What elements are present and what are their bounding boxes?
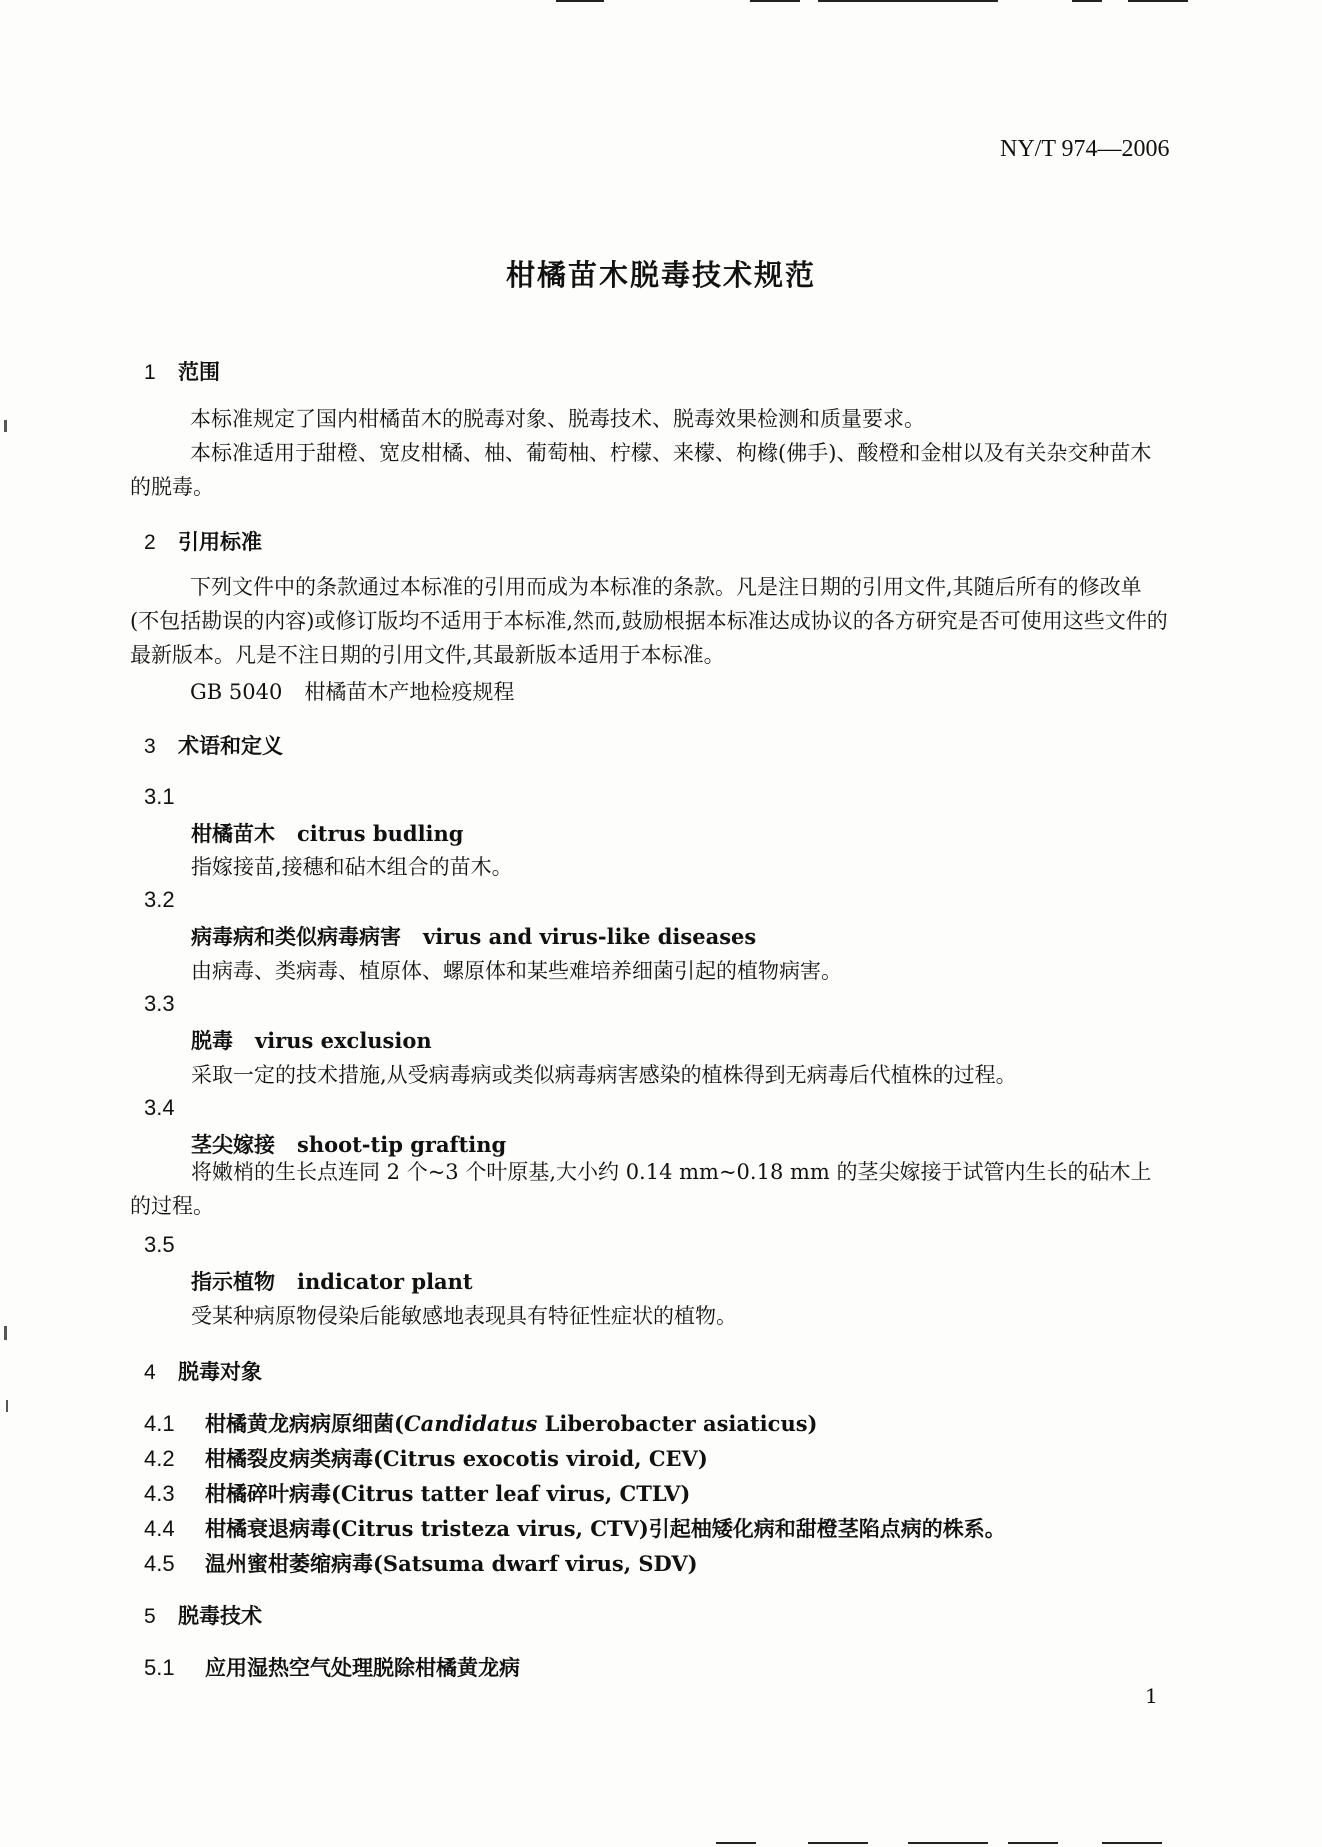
section-number: 4 — [144, 1361, 156, 1384]
scan-edge-mark — [1072, 0, 1102, 2]
section-heading — [144, 526, 262, 556]
term-en: indicator plant — [297, 1269, 473, 1294]
scan-speck — [4, 420, 7, 432]
section-title: 脱毒对象 — [178, 1360, 262, 1384]
scan-edge-mark — [1128, 0, 1188, 2]
scan-speck — [6, 1400, 8, 1412]
reference-code: GB 5040 — [190, 680, 283, 704]
term-number: 3.1 — [144, 784, 175, 809]
paragraph: 本标准适用于甜橙、宽皮柑橘、柚、葡萄柚、柠檬、来檬、枸橼(佛手)、酸橙和金柑以及有关杂交种苗木的脱毒。 — [130, 441, 1152, 499]
scan-speck — [4, 1326, 7, 1340]
term-zh: 脱毒 — [191, 1029, 233, 1053]
item-text: 温州蜜柑萎缩病毒(Satsuma dwarf virus, SDV) — [205, 1551, 698, 1576]
section-number: 3 — [144, 735, 156, 758]
item-number: 4.4 — [144, 1516, 175, 1541]
reference-paragraph — [130, 570, 1170, 672]
item-number: 4.1 — [144, 1411, 175, 1436]
item-text: 柑橘碎叶病毒(Citrus tatter leaf virus, CTLV) — [205, 1481, 691, 1506]
item-number: 4.5 — [144, 1551, 175, 1576]
item-text-tail: Liberobacter asiaticus) — [537, 1411, 818, 1436]
scan-edge-mark — [908, 1842, 988, 1844]
virus-object-item — [144, 1443, 708, 1473]
item-number: 4.2 — [144, 1446, 175, 1471]
scan-edge-mark — [556, 0, 604, 2]
section-heading — [144, 356, 220, 386]
item-text: 柑橘裂皮病类病毒(Citrus exocotis viroid, CEV) — [205, 1446, 708, 1471]
term-heading — [191, 1266, 473, 1296]
section-heading — [144, 1356, 262, 1386]
scan-edge-mark — [818, 0, 998, 2]
term-zh: 指示植物 — [191, 1270, 275, 1294]
term-number: 3.4 — [144, 1095, 175, 1120]
term-definition: 由病毒、类病毒、植原体、螺原体和某些难培养细菌引起的植物病害。 — [191, 959, 842, 983]
reference-item — [190, 676, 514, 706]
section-title: 脱毒技术 — [178, 1604, 262, 1628]
section-number: 5 — [144, 1605, 156, 1628]
term-en: citrus budling — [297, 821, 464, 846]
term-definition: 指嫁接苗,接穗和砧木组合的苗木。 — [191, 855, 513, 879]
term-en: shoot-tip grafting — [297, 1132, 507, 1157]
virus-object-item — [144, 1513, 1006, 1543]
term-definition-wrap — [130, 1155, 1170, 1223]
scan-edge-mark — [808, 1842, 868, 1844]
term-heading — [191, 921, 756, 951]
term-definition: 将嫩梢的生长点连同 2 个~3 个叶原基,大小约 0.14 mm~0.18 mm 的茎尖嫁接于试管内生长的砧木上的过程。 — [130, 1160, 1152, 1218]
term-zh: 柑橘苗木 — [191, 822, 275, 846]
item-number: 5.1 — [144, 1655, 175, 1680]
page-number: 1 — [1145, 1684, 1158, 1708]
reference-title: 柑橘苗木产地检疫规程 — [304, 680, 515, 704]
subsection-title: 应用湿热空气处理脱除柑橘黄龙病 — [205, 1656, 520, 1680]
term-definition: 受某种病原物侵染后能敏感地表现具有特征性症状的植物。 — [191, 1304, 737, 1328]
section-number: 1 — [144, 361, 156, 384]
virus-object-item — [144, 1548, 698, 1578]
section-number: 2 — [144, 531, 156, 554]
term-en: virus exclusion — [255, 1028, 432, 1053]
term-en: virus and virus-like diseases — [423, 924, 757, 949]
scan-edge-mark — [1102, 1842, 1162, 1844]
term-definition: 采取一定的技术措施,从受病毒病或类似病毒病害感染的植株得到无病毒后代植株的过程。 — [191, 1063, 1017, 1087]
item-number: 4.3 — [144, 1481, 175, 1506]
term-number: 3.2 — [144, 887, 175, 912]
item-text: 柑橘黄龙病病原细菌( — [205, 1411, 404, 1436]
item-text: 柑橘衰退病毒(Citrus tristeza virus, CTV)引起柚矮化病和甜橙茎陷点病的株系。 — [205, 1516, 1006, 1541]
term-heading — [191, 1025, 432, 1055]
virus-object-item — [144, 1478, 690, 1508]
paragraph: 本标准规定了国内柑橘苗木的脱毒对象、脱毒技术、脱毒效果检测和质量要求。 — [190, 407, 925, 431]
section-title: 术语和定义 — [178, 734, 283, 758]
term-number: 3.3 — [144, 991, 175, 1016]
paragraph: 下列文件中的条款通过本标准的引用而成为本标准的条款。凡是注日期的引用文件,其随后所有的修改单(不包括勘误的内容)或修订版均不适用于本标准,然而,鼓励根据本标准达成协议的各方研究是否可使用这些文件的最新版本。凡是不注日期的引用文件,其最新版本适用于本标准。 — [130, 575, 1168, 667]
standard-number: NY/T 974—2006 — [1000, 136, 1170, 162]
scan-edge-mark — [716, 1842, 756, 1844]
term-number: 3.5 — [144, 1232, 175, 1257]
item-italic-text: Candidatus — [403, 1411, 538, 1436]
document-title: 柑橘苗木脱毒技术规范 — [505, 258, 816, 292]
section-title: 范围 — [178, 360, 220, 384]
section-heading — [144, 1600, 262, 1630]
section-title: 引用标准 — [178, 530, 262, 554]
scope-paragraphs — [130, 402, 1170, 504]
virus-object-item — [144, 1408, 817, 1438]
scan-edge-mark — [750, 0, 800, 2]
subsection-heading — [144, 1652, 520, 1682]
term-zh: 茎尖嫁接 — [191, 1133, 275, 1157]
term-zh: 病毒病和类似病毒病害 — [191, 925, 401, 949]
term-heading — [191, 818, 463, 848]
scan-edge-mark — [1008, 1842, 1058, 1844]
section-heading — [144, 730, 283, 760]
